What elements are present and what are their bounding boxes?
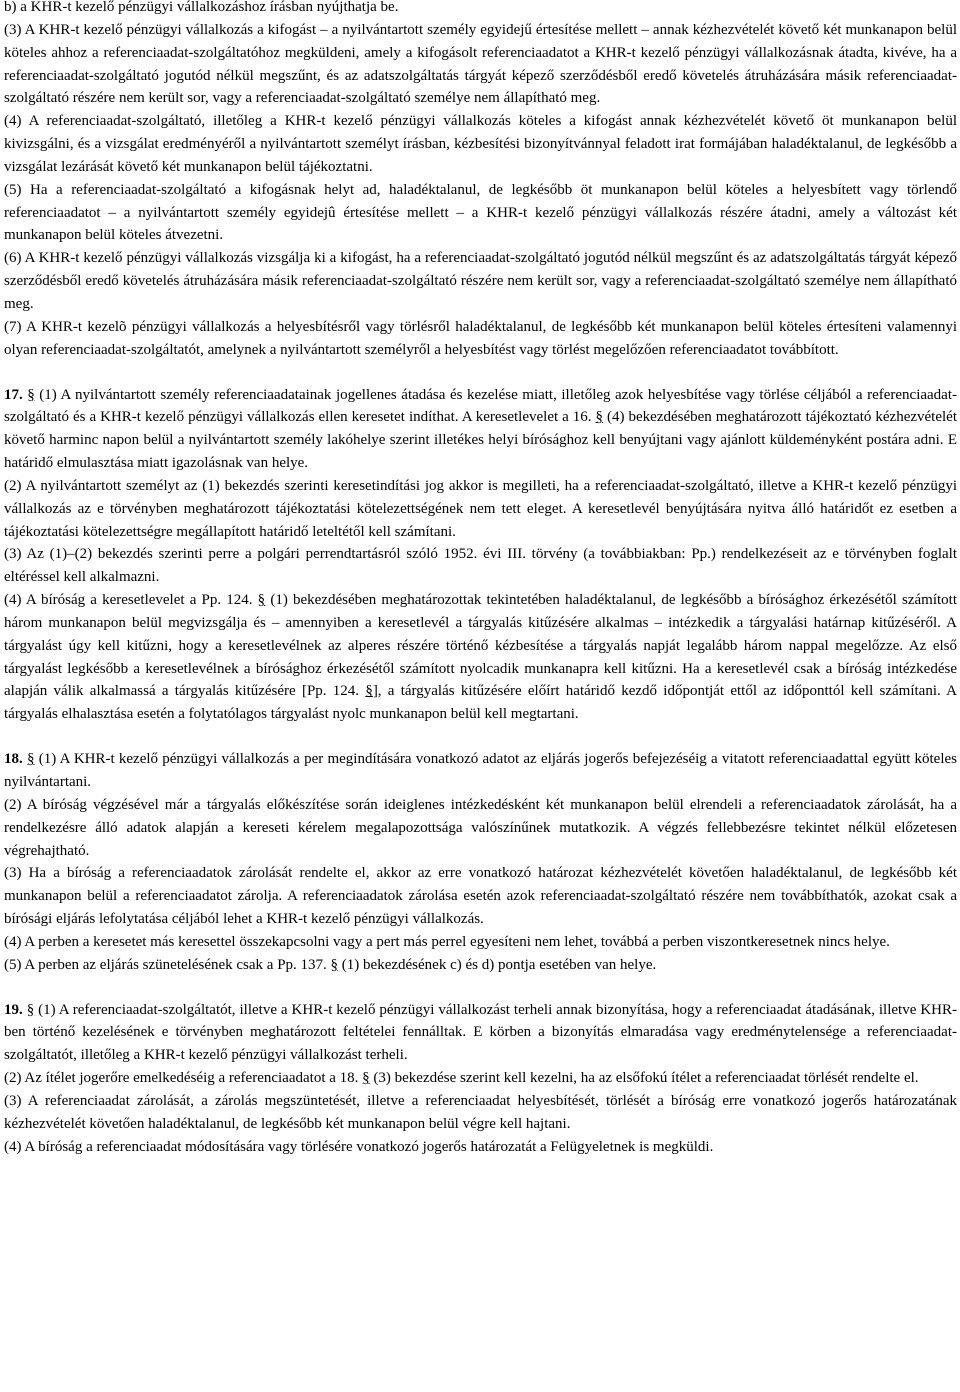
section-symbol: §: [595, 409, 604, 426]
paragraph-text: (1) A referenciaadat-szolgáltatót, illetve a KHR-t kezelő pénzügyi vállalkozást terheli annak bizonyítása, hogy a referenciaadat átadásának, illetve KHR-ben történő kezelésének e törvényben meghatározott feltételei fennálltak. E körben a bizonyítás elmaradása vagy eredménytelensége a referenciaadat-szolgáltatót, illetőleg a KHR-t kezelő pénzügyi vállalkozást terheli.: [4, 1001, 957, 1064]
paragraph-text: (3) bekezdése szerint kell kezelni, ha az elsőfokú ítélet a referenciaadat törlését rendelte el.: [369, 1070, 919, 1087]
paragraph: (2) A bíróság végzésével már a tárgyalás előkészítése során ideiglenes intézkedésként két munkanapon belül elrendeli a referenciaadatok zárolását, ha a rendelkezésre álló adatok alapján a kereseti kérelem megalapozottsága valószínűnek mutatkozik. A végzés fellebbezésre tekintet nélkül előzetesen végrehajtható.: [4, 796, 957, 859]
paragraph: b) a KHR-t kezelő pénzügyi vállalkozáshoz írásban nyújthatja be.: [4, 0, 399, 15]
section-symbol: §: [330, 956, 339, 973]
paragraph: (6) A KHR-t kezelő pénzügyi vállalkozás vizsgálja ki a kifogást, ha a referenciaadat-szolgáltató jogutód nélkül megszűnt és az adatszolgáltatás tárgyát képező szerződésből eredő követelés átruházására másik referenciaadat-szolgáltató részére nem került sor, vagy a referenciaadat-szolgáltató személye nem állapítható meg.: [4, 250, 957, 312]
paragraph: (3) A referenciaadat zárolását, a zárolás megszüntetését, illetve a referenciaadat helyesbítését, törlését a bíróság erre vonatkozó jogerős határozatának kézhezvételét követően haladéktalanul, de legkésőbb két munkanapon belül végre kell hajtani.: [4, 1092, 957, 1132]
paragraph: (4) A bíróság a referenciaadat módosítására vagy törlésére vonatkozó jogerős határozatát a Felügyeletnek is megküldi.: [4, 1138, 714, 1155]
paragraph: (3) A KHR-t kezelő pénzügyi vállalkozás a kifogást – a nyilvántartott személy egyidejű értesítése mellett – annak kézhezvételét követő két munkanapon belül köteles ahhoz a referenciaadat-szolgáltatóhoz megküldeni, amely a kifogásolt referenciaadatot a KHR-t kezelő pénzügyi vállalkozásnak átadta, kivéve, ha a referenciaadat-szolgáltató jogutód nélkül megszűnt, és az adatszolgáltatás tárgyát képező szerződésből eredő követelés átruházására másik referenciaadat-szolgáltató részére nem került sor, vagy a referenciaadat-szolgáltató személye nem állapítható meg.: [4, 21, 957, 107]
paragraph: (4) A referenciaadat-szolgáltató, illetőleg a KHR-t kezelő pénzügyi vállalkozás köteles a kifogást annak kézhezvételét követő öt munkanapon belül kivizsgálni, és a vizsgálat eredményéről a nyilvántartott személyt írásban, kézbesítési bizonyítvánnyal feladott irat formájában haladéktalanul, de legkésőbb a vizsgálat lezárását követő két munkanapon belül tájékoztatni.: [4, 113, 957, 175]
paragraph: (4) A perben a keresetet más keresettel összekapcsolni vagy a pert más perrel egyesíteni nem lehet, továbbá a perben viszontkeresetnek nincs helye.: [4, 933, 890, 950]
paragraph: (2) A nyilvántartott személyt az (1) bekezdés szerinti keresetindítási jog akkor is megilleti, ha a referenciaadat-szolgáltató, illetve a KHR-t kezelő pénzügyi vállalkozás az e törvényben meghatározott tájékoztatási kötelezettségének nem tett eleget. A keresetlevél benyújtására nyitva álló határidőt ez esetben a tájékoztatási kötelezettségre megállapított határidő leteltétől kell számítani.: [4, 477, 957, 540]
section-symbol: §: [257, 592, 266, 609]
paragraph: [4, 1067, 957, 1090]
paragraph: (3) Az (1)–(2) bekezdés szerinti perre a polgári perrendtartásról szóló 1952. évi III. törvény (a továbbiakban: Pp.) rendelkezéseit az e törvényben foglalt eltéréssel kell alkalmazni.: [4, 546, 957, 586]
section-symbol: §: [362, 1070, 370, 1087]
paragraph-text: (1) bekezdésében meghatározottak tekintetében haladéktalanul, de legkésőbb a bírósághoz érkezésétől számított három munkanapon belül megvizsgálja és – amennyiben a keresetlevél a tárgyalás kitűzésére alkalmas – intézkedik a tárgyalási határnap kitűzéséről. A tárgyalást úgy kell kitűzni, hogy a keresetlevélnek az alperes részére történő kézbesítése a tárgyalás napját legalább három nappal megelőzze. Az első tárgyalást legkésőbb a keresetlevélnek a bírósághoz érkezésétől számított nyolcadik munkanapra kell kitűzni. Ha a keresetlevél csak a bíróság intézkedése alapján válik alkalmassá a tárgyalás kitűzésére [Pp. 124.: [4, 592, 957, 700]
section-17-paragraph: [4, 384, 957, 475]
paragraph-text: (1) A KHR-t kezelő pénzügyi vállalkozás a per megindítására vonatkozó adatot az eljárás jogerős befejezéséig a vitatott referenciaadattal együtt köteles nyilvántartani.: [4, 751, 958, 790]
section-symbol: §: [26, 751, 35, 768]
section-symbol: §: [27, 386, 35, 403]
paragraph-text: (1) bekezdésének c) és d) pontja esetében van helye.: [338, 956, 657, 973]
section-19-paragraph: [4, 999, 957, 1068]
section-symbol: §: [26, 1001, 35, 1018]
paragraph-text: (5) A perben az eljárás szünetelésének csak a Pp. 137.: [4, 956, 331, 973]
paragraph-text: ], a tárgyalás kitűzésére előírt határidő kezdő időpontját ettől az időponttól kell számítani. A tárgyalás elhalasztása esetén a folytatólagos tárgyalást nyolc munkanapon belül kell megtartani.: [4, 683, 957, 723]
section-symbol: §: [365, 683, 373, 700]
paragraph: (5) Ha a referenciaadat-szolgáltató a kifogásnak helyt ad, haladéktalanul, de legkésőbb öt munkanapon belül köteles a helyesbített vagy törlendő referenciaadatot – a nyilvántartott személy egyidejû értesítése mellett – a KHR-t kezelő pénzügyi vállalkozás részére átadni, amely a változást két munkanapon belül köteles átvezetni.: [4, 181, 957, 244]
paragraph: [4, 589, 957, 726]
section-number: 19.: [4, 1001, 23, 1018]
paragraph: (3) Ha a bíróság a referenciaadatok zárolását rendelte el, akkor az erre vonatkozó határozat kézhezvételét követően haladéktalanul, de legkésőbb két munkanapon belül a referenciaadatot zárolja. A referenciaadatok zárolása esetén azok referenciaadat-szolgáltató részére nem továbbíthatók, azokat csak a bírósági eljárás lefolytatása céljából lehet a KHR-t kezelő pénzügyi vállalkozás.: [4, 865, 957, 928]
paragraph: [4, 954, 957, 977]
paragraph-text: (1) A nyilvántartott személy referenciaadatainak jogellenes átadása és kezelése miatt, illetőleg azok helyesbítése vagy törlése céljából a referenciaadat-szolgáltató és a KHR-t kezelő pénzügyi vállalkozás ellen keresetet indíthat. A keresetlevelet a 16.: [4, 386, 958, 426]
paragraph-text: (2) Az ítélet jogerőre emelkedéséig a referenciaadatot a 18.: [4, 1070, 363, 1087]
section-number: 17.: [4, 386, 23, 403]
section-number: 18.: [4, 751, 23, 768]
section-18-paragraph: [4, 748, 957, 794]
paragraph-text: (4) A bíróság a keresetlevelet a Pp. 124.: [4, 592, 258, 609]
paragraph: (7) A KHR-t kezelõ pénzügyi vállalkozás a helyesbítésről vagy törlésről haladéktalanul, de legkésőbb két munkanapon belül köteles értesíteni valamennyi olyan referenciaadat-szolgáltatót, amelynek a nyilvántartott személyről a helyesbítést vagy törlést megelőzően referenciaadatot továbbított.: [4, 318, 957, 358]
paragraph-text: (4) bekezdésében meghatározott tájékoztató kézhezvételét követő harminc napon belül a nyilvántartott személy lakóhelye szerint illetékes helyi bírósághoz kell benyújtani vagy ajánlott küldeményként postára adni. E határidő elmulasztása miatt igazolásnak van helye.: [4, 409, 957, 472]
